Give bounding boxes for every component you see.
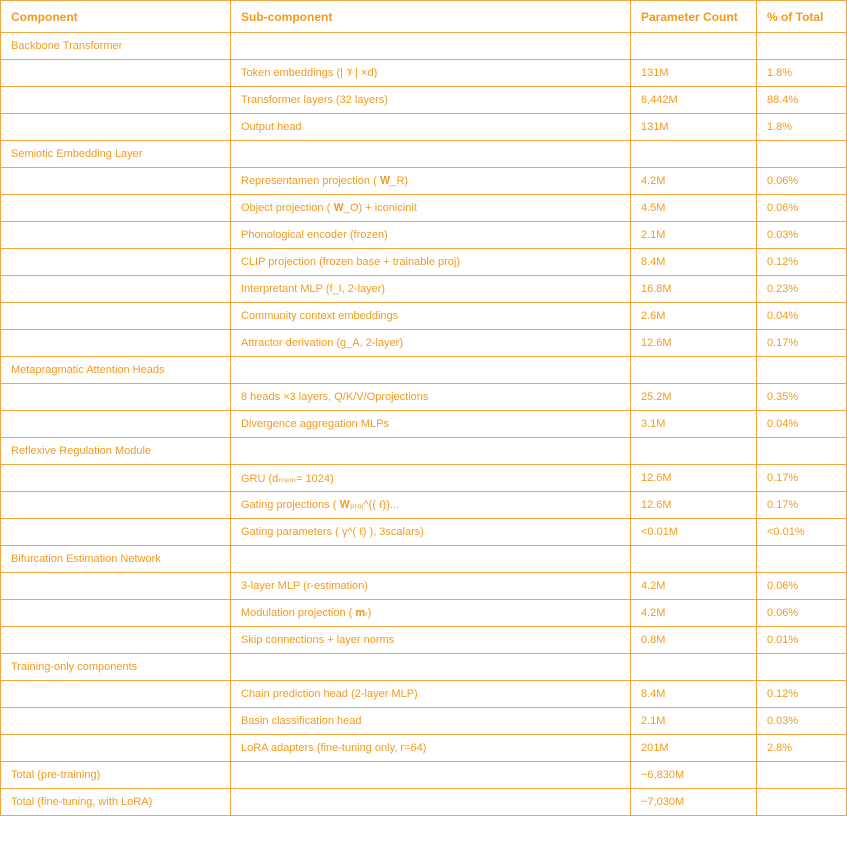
cell-parameter-count: 6,442M	[631, 87, 757, 114]
cell-percent-total	[757, 33, 847, 60]
cell-component	[1, 627, 231, 654]
cell-component	[1, 87, 231, 114]
cell-percent-total: <0.01%	[757, 519, 847, 546]
table-row	[1, 600, 847, 627]
cell-parameter-count: 25.2M	[631, 384, 757, 411]
cell-parameter-count: 8.4M	[631, 681, 757, 708]
cell-parameter-count	[631, 546, 757, 573]
cell-parameter-count	[631, 438, 757, 465]
cell-percent-total: 0.12%	[757, 249, 847, 276]
header-component: Component	[1, 1, 231, 33]
cell-parameter-count: 131M	[631, 60, 757, 87]
cell-sub-component	[231, 654, 631, 681]
header-parameter-count: Parameter Count	[631, 1, 757, 33]
cell-percent-total: 88.4%	[757, 87, 847, 114]
table-row	[1, 87, 847, 114]
table-row	[1, 330, 847, 357]
cell-component	[1, 195, 231, 222]
cell-sub-component: CLIP projection (frozen base + trainable proj)	[231, 249, 631, 276]
table-row	[1, 168, 847, 195]
cell-percent-total: 1.8%	[757, 60, 847, 87]
cell-component	[1, 519, 231, 546]
cell-sub-component: Object projection ( 𝐖_O) + iconicinit	[231, 195, 631, 222]
cell-sub-component	[231, 762, 631, 789]
cell-percent-total: 0.03%	[757, 222, 847, 249]
cell-percent-total: 0.01%	[757, 627, 847, 654]
cell-component	[1, 60, 231, 87]
table-row	[1, 303, 847, 330]
cell-percent-total	[757, 141, 847, 168]
cell-sub-component	[231, 546, 631, 573]
cell-component	[1, 492, 231, 519]
table-row	[1, 546, 847, 573]
table-row	[1, 411, 847, 438]
cell-component	[1, 411, 231, 438]
cell-parameter-count: <0.01M	[631, 519, 757, 546]
cell-parameter-count: 201M	[631, 735, 757, 762]
cell-component	[1, 735, 231, 762]
cell-sub-component: Phonological encoder (frozen)	[231, 222, 631, 249]
cell-parameter-count: 4.2M	[631, 573, 757, 600]
cell-sub-component: Transformer layers (32 layers)	[231, 87, 631, 114]
table-body	[1, 33, 847, 816]
table-row	[1, 195, 847, 222]
cell-component	[1, 573, 231, 600]
table-row	[1, 60, 847, 87]
cell-parameter-count	[631, 141, 757, 168]
cell-sub-component: Basin classification head	[231, 708, 631, 735]
cell-percent-total: 0.17%	[757, 465, 847, 492]
table-row	[1, 384, 847, 411]
cell-component	[1, 330, 231, 357]
cell-parameter-count: 12.6M	[631, 492, 757, 519]
table-row	[1, 249, 847, 276]
cell-sub-component	[231, 438, 631, 465]
cell-component	[1, 168, 231, 195]
cell-parameter-count: 131M	[631, 114, 757, 141]
cell-percent-total: 0.06%	[757, 573, 847, 600]
cell-percent-total: 0.17%	[757, 492, 847, 519]
cell-parameter-count: 2.1M	[631, 708, 757, 735]
cell-parameter-count: ~6,830M	[631, 762, 757, 789]
cell-parameter-count: 8.4M	[631, 249, 757, 276]
cell-component	[1, 384, 231, 411]
cell-percent-total: 0.17%	[757, 330, 847, 357]
cell-sub-component: Attractor derivation (g_A, 2-layer)	[231, 330, 631, 357]
cell-sub-component: 3-layer MLP (r-estimation)	[231, 573, 631, 600]
header-percent-total: % of Total	[757, 1, 847, 33]
cell-sub-component	[231, 33, 631, 60]
table-row	[1, 492, 847, 519]
cell-parameter-count	[631, 654, 757, 681]
cell-percent-total: 0.12%	[757, 681, 847, 708]
cell-parameter-count: 3.1M	[631, 411, 757, 438]
cell-sub-component: Gating projections ( 𝐖ₚᵣₒⱼ^(( ℓ))...	[231, 492, 631, 519]
cell-parameter-count: 12.6M	[631, 330, 757, 357]
cell-sub-component	[231, 357, 631, 384]
cell-component: Metapragmatic Attention Heads	[1, 357, 231, 384]
cell-parameter-count: 4.2M	[631, 168, 757, 195]
header-sub-component: Sub-component	[231, 1, 631, 33]
cell-percent-total: 0.23%	[757, 276, 847, 303]
table-row	[1, 573, 847, 600]
cell-component	[1, 222, 231, 249]
table-row	[1, 438, 847, 465]
cell-percent-total: 0.06%	[757, 168, 847, 195]
cell-percent-total	[757, 654, 847, 681]
cell-component	[1, 708, 231, 735]
table-row	[1, 276, 847, 303]
table-row	[1, 735, 847, 762]
cell-percent-total: 0.03%	[757, 708, 847, 735]
cell-sub-component: Modulation projection ( 𝐦ᵣ)	[231, 600, 631, 627]
cell-percent-total: 0.06%	[757, 600, 847, 627]
cell-parameter-count: 2.1M	[631, 222, 757, 249]
cell-percent-total	[757, 546, 847, 573]
cell-sub-component	[231, 789, 631, 816]
cell-sub-component: Gating parameters ( γ^( ℓ) ), 3scalars)	[231, 519, 631, 546]
cell-sub-component: Interpretant MLP (f_I, 2-layer)	[231, 276, 631, 303]
cell-component: Total (fine-tuning, with LoRA)	[1, 789, 231, 816]
cell-component	[1, 681, 231, 708]
table-row	[1, 762, 847, 789]
cell-percent-total	[757, 762, 847, 789]
cell-sub-component: Output head	[231, 114, 631, 141]
cell-sub-component: LoRA adapters (fine-tuning only, r=64)	[231, 735, 631, 762]
table-row	[1, 357, 847, 384]
table-row	[1, 114, 847, 141]
cell-sub-component: Divergence aggregation MLPs	[231, 411, 631, 438]
cell-percent-total: 2.8%	[757, 735, 847, 762]
cell-sub-component: Chain prediction head (2-layer MLP)	[231, 681, 631, 708]
cell-component: Reflexive Regulation Module	[1, 438, 231, 465]
cell-percent-total	[757, 357, 847, 384]
table-row	[1, 681, 847, 708]
cell-parameter-count	[631, 357, 757, 384]
table-row	[1, 627, 847, 654]
cell-parameter-count: 4.5M	[631, 195, 757, 222]
table-row	[1, 654, 847, 681]
cell-component: Total (pre-training)	[1, 762, 231, 789]
cell-percent-total: 0.06%	[757, 195, 847, 222]
table-row	[1, 708, 847, 735]
cell-sub-component: Token embeddings (| 𝒱| ×d)	[231, 60, 631, 87]
table-row	[1, 141, 847, 168]
cell-component: Semiotic Embedding Layer	[1, 141, 231, 168]
cell-sub-component: Community context embeddings	[231, 303, 631, 330]
cell-percent-total	[757, 438, 847, 465]
cell-percent-total	[757, 789, 847, 816]
table-row	[1, 789, 847, 816]
cell-component: Training-only components	[1, 654, 231, 681]
cell-sub-component: GRU (dₘₑₘ= 1024)	[231, 465, 631, 492]
cell-parameter-count: 2.6M	[631, 303, 757, 330]
cell-component	[1, 249, 231, 276]
table-row	[1, 33, 847, 60]
cell-component	[1, 303, 231, 330]
cell-component	[1, 276, 231, 303]
cell-component	[1, 600, 231, 627]
cell-parameter-count: ~7,030M	[631, 789, 757, 816]
cell-component: Backbone Transformer	[1, 33, 231, 60]
cell-sub-component: 8 heads ×3 layers, Q/K/V/Oprojections	[231, 384, 631, 411]
cell-parameter-count: 16.8M	[631, 276, 757, 303]
cell-parameter-count: 0.8M	[631, 627, 757, 654]
cell-parameter-count: 12.6M	[631, 465, 757, 492]
cell-sub-component: Representamen projection ( 𝐖_R)	[231, 168, 631, 195]
cell-percent-total: 0.35%	[757, 384, 847, 411]
cell-component: Bifurcation Estimation Network	[1, 546, 231, 573]
table-row	[1, 222, 847, 249]
cell-percent-total: 1.8%	[757, 114, 847, 141]
table-row	[1, 519, 847, 546]
cell-component	[1, 465, 231, 492]
cell-percent-total: 0.04%	[757, 303, 847, 330]
cell-sub-component	[231, 141, 631, 168]
cell-component	[1, 114, 231, 141]
cell-parameter-count: 4.2M	[631, 600, 757, 627]
cell-percent-total: 0.04%	[757, 411, 847, 438]
cell-parameter-count	[631, 33, 757, 60]
cell-sub-component: Skip connections + layer norms	[231, 627, 631, 654]
table-row	[1, 465, 847, 492]
header-row	[1, 1, 847, 33]
